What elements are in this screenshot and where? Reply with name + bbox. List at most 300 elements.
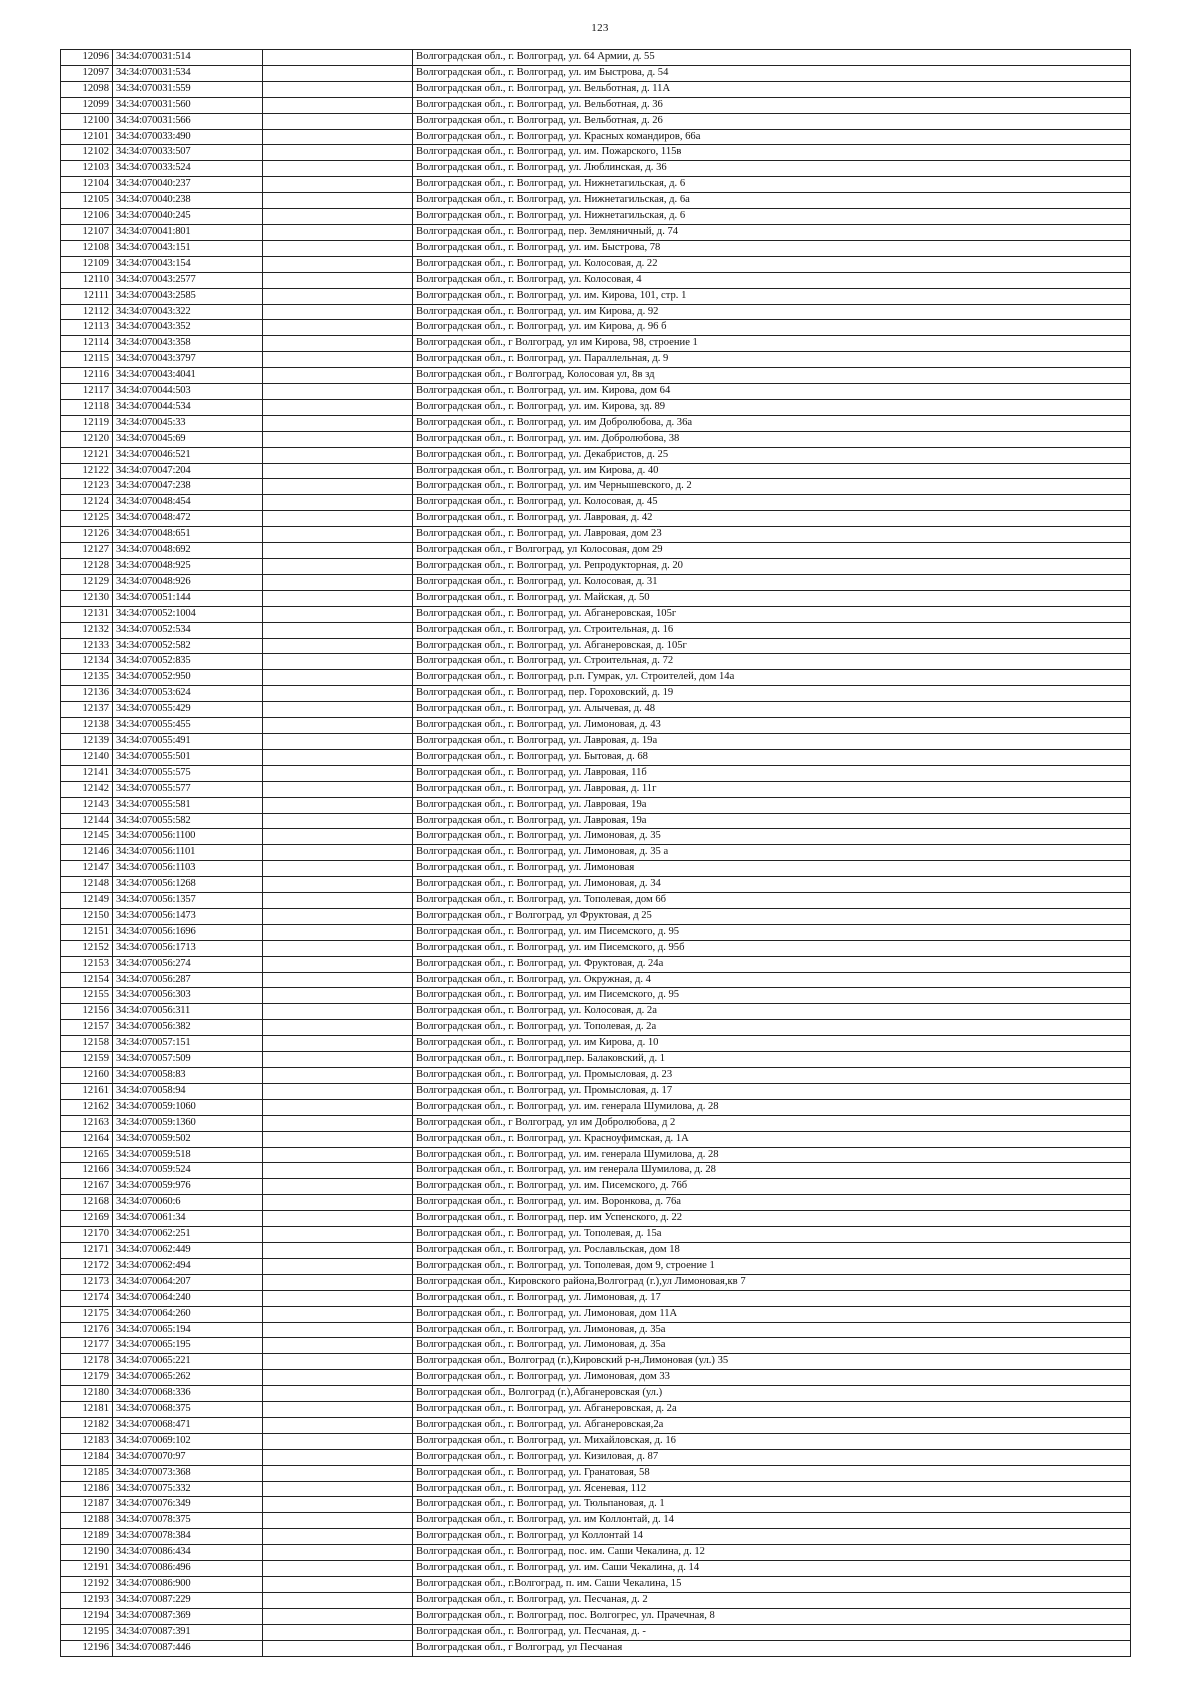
address-cell: Волгоградская обл., г. Волгоград, ул. Красных командиров, 66а [413,129,1131,145]
table-row [61,1481,1131,1497]
address-cell: Волгоградская обл., г. Волгоград, ул. Лимоновая [413,861,1131,877]
address-cell: Волгоградская обл., г. Волгоград, ул. Бытовая, д. 68 [413,749,1131,765]
cadastral-number-cell: 34:34:070033:507 [113,145,263,161]
empty-cell [263,1354,413,1370]
empty-cell [263,304,413,320]
address-cell: Волгоградская обл., г. Волгоград, ул. Нижнетагильская, д. 6а [413,193,1131,209]
table-row [61,399,1131,415]
empty-cell [263,1624,413,1640]
empty-cell [263,1497,413,1513]
address-cell: Волгоградская обл., г Волгоград, ул Колосовая, дом 29 [413,543,1131,559]
empty-cell [263,972,413,988]
row-number-cell: 12106 [61,209,113,225]
row-number-cell: 12111 [61,288,113,304]
row-number-cell: 12192 [61,1577,113,1593]
empty-cell [263,352,413,368]
empty-cell [263,511,413,527]
address-cell: Волгоградская обл., г. Волгоград,пер. Балаковский, д. 1 [413,1052,1131,1068]
cadastral-number-cell: 34:34:070031:566 [113,113,263,129]
cadastral-number-cell: 34:34:070045:33 [113,415,263,431]
row-number-cell: 12112 [61,304,113,320]
row-number-cell: 12181 [61,1402,113,1418]
address-cell: Волгоградская обл., г. Волгоград, ул. Лимоновая, д. 35а [413,1338,1131,1354]
row-number-cell: 12138 [61,718,113,734]
table-row [61,1068,1131,1084]
cadastral-number-cell: 34:34:070062:449 [113,1242,263,1258]
address-cell: Волгоградская обл., г. Волгоград, ул. Вельботная, д. 11А [413,81,1131,97]
cadastral-number-cell: 34:34:070048:651 [113,527,263,543]
row-number-cell: 12110 [61,272,113,288]
row-number-cell: 12132 [61,622,113,638]
address-cell: Волгоградская обл., г. Волгоград, ул. Абганеровская, 105г [413,606,1131,622]
cadastral-number-cell: 34:34:070044:503 [113,384,263,400]
table-row [61,1465,1131,1481]
row-number-cell: 12137 [61,702,113,718]
cadastral-number-cell: 34:34:070043:2577 [113,272,263,288]
row-number-cell: 12126 [61,527,113,543]
address-cell: Волгоградская обл., г. Волгоград, ул. им. Кирова, дом 64 [413,384,1131,400]
address-cell: Волгоградская обл., г. Волгоград, ул. Лимоновая, д. 43 [413,718,1131,734]
table-row [61,845,1131,861]
address-cell: Волгоградская обл., г. Волгоград, ул. Кизиловая, д. 87 [413,1449,1131,1465]
empty-cell [263,845,413,861]
empty-cell [263,384,413,400]
table-row [61,463,1131,479]
address-cell: Волгоградская обл., г. Волгоград, ул. Абганеровская,2а [413,1417,1131,1433]
empty-cell [263,1370,413,1386]
table-row [61,1115,1131,1131]
empty-cell [263,670,413,686]
table-row [61,590,1131,606]
cadastral-number-cell: 34:34:070061:34 [113,1211,263,1227]
registry-table [60,49,1131,1657]
address-cell: Волгоградская обл., г. Волгоград, ул. Лимоновая, д. 35 а [413,845,1131,861]
row-number-cell: 12099 [61,97,113,113]
cadastral-number-cell: 34:34:070056:1696 [113,924,263,940]
table-row [61,1004,1131,1020]
address-cell: Волгоградская обл., г. Волгоград, ул. Майская, д. 50 [413,590,1131,606]
cadastral-number-cell: 34:34:070056:382 [113,1020,263,1036]
cadastral-number-cell: 34:34:070031:534 [113,65,263,81]
table-row [61,1147,1131,1163]
table-row [61,1608,1131,1624]
address-cell: Волгоградская обл., г. Волгоград, ул. Параллельная, д. 9 [413,352,1131,368]
row-number-cell: 12098 [61,81,113,97]
cadastral-number-cell: 34:34:070048:692 [113,543,263,559]
row-number-cell: 12195 [61,1624,113,1640]
table-row [61,368,1131,384]
table-row [61,1338,1131,1354]
row-number-cell: 12175 [61,1306,113,1322]
address-cell: Волгоградская обл., г. Волгоград, ул. Лавровая, 19а [413,813,1131,829]
empty-cell [263,813,413,829]
empty-cell [263,272,413,288]
address-cell: Волгоградская обл., г. Волгоград, ул. Рославльская, дом 18 [413,1242,1131,1258]
row-number-cell: 12167 [61,1179,113,1195]
table-row [61,1624,1131,1640]
row-number-cell: 12096 [61,50,113,66]
address-cell: Волгоградская обл., г. Волгоград, ул. Гранатовая, 58 [413,1465,1131,1481]
table-row [61,113,1131,129]
address-cell: Волгоградская обл., г. Волгоград, ул. Лавровая, д. 42 [413,511,1131,527]
cadastral-number-cell: 34:34:070058:94 [113,1083,263,1099]
empty-cell [263,1386,413,1402]
empty-cell [263,718,413,734]
table-row [61,1195,1131,1211]
cadastral-number-cell: 34:34:070052:534 [113,622,263,638]
table-row [61,797,1131,813]
cadastral-number-cell: 34:34:070087:446 [113,1640,263,1656]
empty-cell [263,415,413,431]
address-cell: Волгоградская обл., г. Волгоград, ул. Лавровая, 19а [413,797,1131,813]
empty-cell [263,924,413,940]
table-row [61,1386,1131,1402]
address-cell: Волгоградская обл., г. Волгоград, ул. Михайловская, д. 16 [413,1433,1131,1449]
row-number-cell: 12144 [61,813,113,829]
address-cell: Волгоградская обл., г. Волгоград, ул. им Кирова, д. 96 б [413,320,1131,336]
cadastral-number-cell: 34:34:070047:204 [113,463,263,479]
cadastral-number-cell: 34:34:070055:575 [113,765,263,781]
table-row [61,1036,1131,1052]
empty-cell [263,495,413,511]
cadastral-number-cell: 34:34:070052:1004 [113,606,263,622]
empty-cell [263,781,413,797]
address-cell: Волгоградская обл., г. Волгоград, ул. Песчаная, д. 2 [413,1592,1131,1608]
empty-cell [263,702,413,718]
address-cell: Волгоградская обл., г. Волгоград, ул. им Писемского, д. 95 [413,924,1131,940]
table-row [61,749,1131,765]
table-row [61,718,1131,734]
table-row [61,606,1131,622]
empty-cell [263,193,413,209]
row-number-cell: 12163 [61,1115,113,1131]
empty-cell [263,81,413,97]
table-row [61,177,1131,193]
empty-cell [263,479,413,495]
cadastral-number-cell: 34:34:070086:434 [113,1545,263,1561]
row-number-cell: 12130 [61,590,113,606]
row-number-cell: 12135 [61,670,113,686]
row-number-cell: 12170 [61,1227,113,1243]
table-row [61,1561,1131,1577]
table-row [61,224,1131,240]
table-row [61,145,1131,161]
cadastral-number-cell: 34:34:070055:582 [113,813,263,829]
row-number-cell: 12104 [61,177,113,193]
table-row [61,352,1131,368]
row-number-cell: 12173 [61,1274,113,1290]
empty-cell [263,1338,413,1354]
empty-cell [263,240,413,256]
row-number-cell: 12108 [61,240,113,256]
table-row [61,702,1131,718]
cadastral-number-cell: 34:34:070055:429 [113,702,263,718]
cadastral-number-cell: 34:34:070068:471 [113,1417,263,1433]
address-cell: Волгоградская обл., г. Волгоград, ул. им Писемского, д. 95 [413,988,1131,1004]
empty-cell [263,209,413,225]
cadastral-number-cell: 34:34:070055:455 [113,718,263,734]
table-row [61,1083,1131,1099]
cadastral-number-cell: 34:34:070056:1103 [113,861,263,877]
cadastral-number-cell: 34:34:070065:262 [113,1370,263,1386]
cadastral-number-cell: 34:34:070059:976 [113,1179,263,1195]
address-cell: Волгоградская обл., г. Волгоград, ул. Люблинская, д. 36 [413,161,1131,177]
cadastral-number-cell: 34:34:070043:3797 [113,352,263,368]
empty-cell [263,1322,413,1338]
cadastral-number-cell: 34:34:070056:1357 [113,893,263,909]
address-cell: Волгоградская обл., г. Волгоград, ул. им Добролюбова, д. 36а [413,415,1131,431]
address-cell: Волгоградская обл., г. Волгоград, ул. Репродукторная, д. 20 [413,559,1131,575]
row-number-cell: 12153 [61,956,113,972]
cadastral-number-cell: 34:34:070044:534 [113,399,263,415]
address-cell: Волгоградская обл., г. Волгоград, ул. им Чернышевского, д. 2 [413,479,1131,495]
cadastral-number-cell: 34:34:070057:151 [113,1036,263,1052]
empty-cell [263,908,413,924]
row-number-cell: 12109 [61,256,113,272]
empty-cell [263,574,413,590]
empty-cell [263,65,413,81]
address-cell: Волгоградская обл., г. Волгоград, ул. Ясеневая, 112 [413,1481,1131,1497]
address-cell: Волгоградская обл., г. Волгоград, ул. им Кирова, д. 92 [413,304,1131,320]
empty-cell [263,622,413,638]
cadastral-number-cell: 34:34:070040:238 [113,193,263,209]
table-row [61,1052,1131,1068]
cadastral-number-cell: 34:34:070078:384 [113,1529,263,1545]
table-row [61,1099,1131,1115]
empty-cell [263,686,413,702]
empty-cell [263,1402,413,1418]
cadastral-number-cell: 34:34:070064:260 [113,1306,263,1322]
cadastral-number-cell: 34:34:070056:274 [113,956,263,972]
empty-cell [263,559,413,575]
cadastral-number-cell: 34:34:070048:926 [113,574,263,590]
cadastral-number-cell: 34:34:070043:352 [113,320,263,336]
row-number-cell: 12151 [61,924,113,940]
address-cell: Волгоградская обл., г. Волгоград, ул. Колосовая, д. 45 [413,495,1131,511]
empty-cell [263,256,413,272]
address-cell: Волгоградская обл., г. Волгоград, ул. им. Быстрова, 78 [413,240,1131,256]
empty-cell [263,988,413,1004]
row-number-cell: 12148 [61,877,113,893]
table-row [61,240,1131,256]
row-number-cell: 12161 [61,1083,113,1099]
empty-cell [263,1004,413,1020]
table-row [61,511,1131,527]
cadastral-number-cell: 34:34:070069:102 [113,1433,263,1449]
cadastral-number-cell: 34:34:070059:518 [113,1147,263,1163]
address-cell: Волгоградская обл., г. Волгоград, ул. Фруктовая, д. 24а [413,956,1131,972]
address-cell: Волгоградская обл., г. Волгоград, ул. Декабристов, д. 25 [413,447,1131,463]
cadastral-number-cell: 34:34:070059:1060 [113,1099,263,1115]
row-number-cell: 12164 [61,1131,113,1147]
empty-cell [263,447,413,463]
row-number-cell: 12160 [61,1068,113,1084]
row-number-cell: 12100 [61,113,113,129]
cadastral-number-cell: 34:34:070076:349 [113,1497,263,1513]
table-row [61,336,1131,352]
empty-cell [263,1163,413,1179]
row-number-cell: 12176 [61,1322,113,1338]
row-number-cell: 12196 [61,1640,113,1656]
address-cell: Волгоградская обл., г. Волгоград, ул. им Кирова, д. 10 [413,1036,1131,1052]
table-row [61,304,1131,320]
address-cell: Волгоградская обл., г. Волгоград, ул. им. Воронкова, д. 76а [413,1195,1131,1211]
cadastral-number-cell: 34:34:070058:83 [113,1068,263,1084]
address-cell: Волгоградская обл., г. Волгоград, ул. Колосовая, 4 [413,272,1131,288]
empty-cell [263,145,413,161]
row-number-cell: 12158 [61,1036,113,1052]
empty-cell [263,1083,413,1099]
table-row [61,1274,1131,1290]
row-number-cell: 12120 [61,431,113,447]
cadastral-number-cell: 34:34:070065:194 [113,1322,263,1338]
empty-cell [263,161,413,177]
table-row [61,97,1131,113]
table-row [61,1433,1131,1449]
address-cell: Волгоградская обл., г. Волгоград, ул. Красноуфимская, д. 1А [413,1131,1131,1147]
cadastral-number-cell: 34:34:070078:375 [113,1513,263,1529]
address-cell: Волгоградская обл., г. Волгоград, ул. Тюльпановая, д. 1 [413,1497,1131,1513]
empty-cell [263,177,413,193]
table-row [61,940,1131,956]
row-number-cell: 12189 [61,1529,113,1545]
empty-cell [263,224,413,240]
row-number-cell: 12136 [61,686,113,702]
table-row [61,543,1131,559]
cadastral-number-cell: 34:34:070056:1713 [113,940,263,956]
row-number-cell: 12116 [61,368,113,384]
row-number-cell: 12190 [61,1545,113,1561]
table-row [61,877,1131,893]
address-cell: Волгоградская обл., г. Волгоград, ул. им. Добролюбова, 38 [413,431,1131,447]
empty-cell [263,797,413,813]
address-cell: Волгоградская обл., г. Волгоград, ул. им Коллонтай, д. 14 [413,1513,1131,1529]
table-row [61,1529,1131,1545]
empty-cell [263,1306,413,1322]
row-number-cell: 12113 [61,320,113,336]
address-cell: Волгоградская обл., г. Волгоград, ул. Лимоновая, дом 33 [413,1370,1131,1386]
cadastral-number-cell: 34:34:070051:144 [113,590,263,606]
table-row [61,320,1131,336]
table-row [61,1020,1131,1036]
address-cell: Волгоградская обл., г. Волгоград, ул. им. Писемского, д. 76б [413,1179,1131,1195]
empty-cell [263,749,413,765]
address-cell: Волгоградская обл., г. Волгоград, ул. Алычевая, д. 48 [413,702,1131,718]
table-row [61,209,1131,225]
row-number-cell: 12177 [61,1338,113,1354]
table-row [61,956,1131,972]
row-number-cell: 12178 [61,1354,113,1370]
table-row [61,1322,1131,1338]
row-number-cell: 12105 [61,193,113,209]
cadastral-number-cell: 34:34:070075:332 [113,1481,263,1497]
cadastral-number-cell: 34:34:070043:322 [113,304,263,320]
empty-cell [263,1195,413,1211]
row-number-cell: 12139 [61,733,113,749]
address-cell: Волгоградская обл., г. Волгоград, ул. Лимоновая, д. 34 [413,877,1131,893]
table-row [61,1449,1131,1465]
cadastral-number-cell: 34:34:070033:524 [113,161,263,177]
row-number-cell: 12191 [61,1561,113,1577]
table-row [61,1242,1131,1258]
row-number-cell: 12193 [61,1592,113,1608]
row-number-cell: 12128 [61,559,113,575]
table-row [61,1163,1131,1179]
cadastral-number-cell: 34:34:070043:4041 [113,368,263,384]
cadastral-number-cell: 34:34:070040:245 [113,209,263,225]
address-cell: Волгоградская обл., г. Волгоград, ул. Колосовая, д. 31 [413,574,1131,590]
empty-cell [263,893,413,909]
cadastral-number-cell: 34:34:070062:494 [113,1258,263,1274]
table-row [61,1545,1131,1561]
empty-cell [263,1227,413,1243]
address-cell: Волгоградская обл., г. Волгоград, ул. Нижнетагильская, д. 6 [413,209,1131,225]
row-number-cell: 12102 [61,145,113,161]
empty-cell [263,1529,413,1545]
table-row [61,415,1131,431]
address-cell: Волгоградская обл., Кировского района,Волгоград (г.),ул Лимоновая,кв 7 [413,1274,1131,1290]
table-row [61,893,1131,909]
address-cell: Волгоградская обл., г. Волгоград, ул. им. Кирова, 101, стр. 1 [413,288,1131,304]
table-row [61,908,1131,924]
address-cell: Волгоградская обл., г. Волгоград, ул. Тополевая, дом 6б [413,893,1131,909]
cadastral-number-cell: 34:34:070073:368 [113,1465,263,1481]
table-row [61,638,1131,654]
cadastral-number-cell: 34:34:070031:514 [113,50,263,66]
cadastral-number-cell: 34:34:070087:391 [113,1624,263,1640]
table-row [61,1513,1131,1529]
cadastral-number-cell: 34:34:070064:240 [113,1290,263,1306]
table-row [61,193,1131,209]
table-row [61,574,1131,590]
row-number-cell: 12129 [61,574,113,590]
cadastral-number-cell: 34:34:070043:358 [113,336,263,352]
row-number-cell: 12125 [61,511,113,527]
empty-cell [263,1481,413,1497]
address-cell: Волгоградская обл., г. Волгоград, ул. Окружная, д. 4 [413,972,1131,988]
cadastral-number-cell: 34:34:070059:1360 [113,1115,263,1131]
empty-cell [263,463,413,479]
empty-cell [263,1179,413,1195]
row-number-cell: 12179 [61,1370,113,1386]
table-row [61,479,1131,495]
empty-cell [263,1274,413,1290]
table-row [61,733,1131,749]
empty-cell [263,527,413,543]
cadastral-number-cell: 34:34:070053:624 [113,686,263,702]
cadastral-number-cell: 34:34:070041:801 [113,224,263,240]
empty-cell [263,1640,413,1656]
row-number-cell: 12156 [61,1004,113,1020]
row-number-cell: 12122 [61,463,113,479]
address-cell: Волгоградская обл., г Волгоград, ул Песчаная [413,1640,1131,1656]
empty-cell [263,1115,413,1131]
cadastral-number-cell: 34:34:070065:195 [113,1338,263,1354]
table-row [61,1370,1131,1386]
address-cell: Волгоградская обл., г. Волгоград, ул. 64 Армии, д. 55 [413,50,1131,66]
row-number-cell: 12147 [61,861,113,877]
row-number-cell: 12155 [61,988,113,1004]
empty-cell [263,399,413,415]
empty-cell [263,1290,413,1306]
row-number-cell: 12101 [61,129,113,145]
table-row [61,256,1131,272]
table-row [61,622,1131,638]
cadastral-number-cell: 34:34:070046:521 [113,447,263,463]
row-number-cell: 12123 [61,479,113,495]
empty-cell [263,97,413,113]
table-row [61,65,1131,81]
